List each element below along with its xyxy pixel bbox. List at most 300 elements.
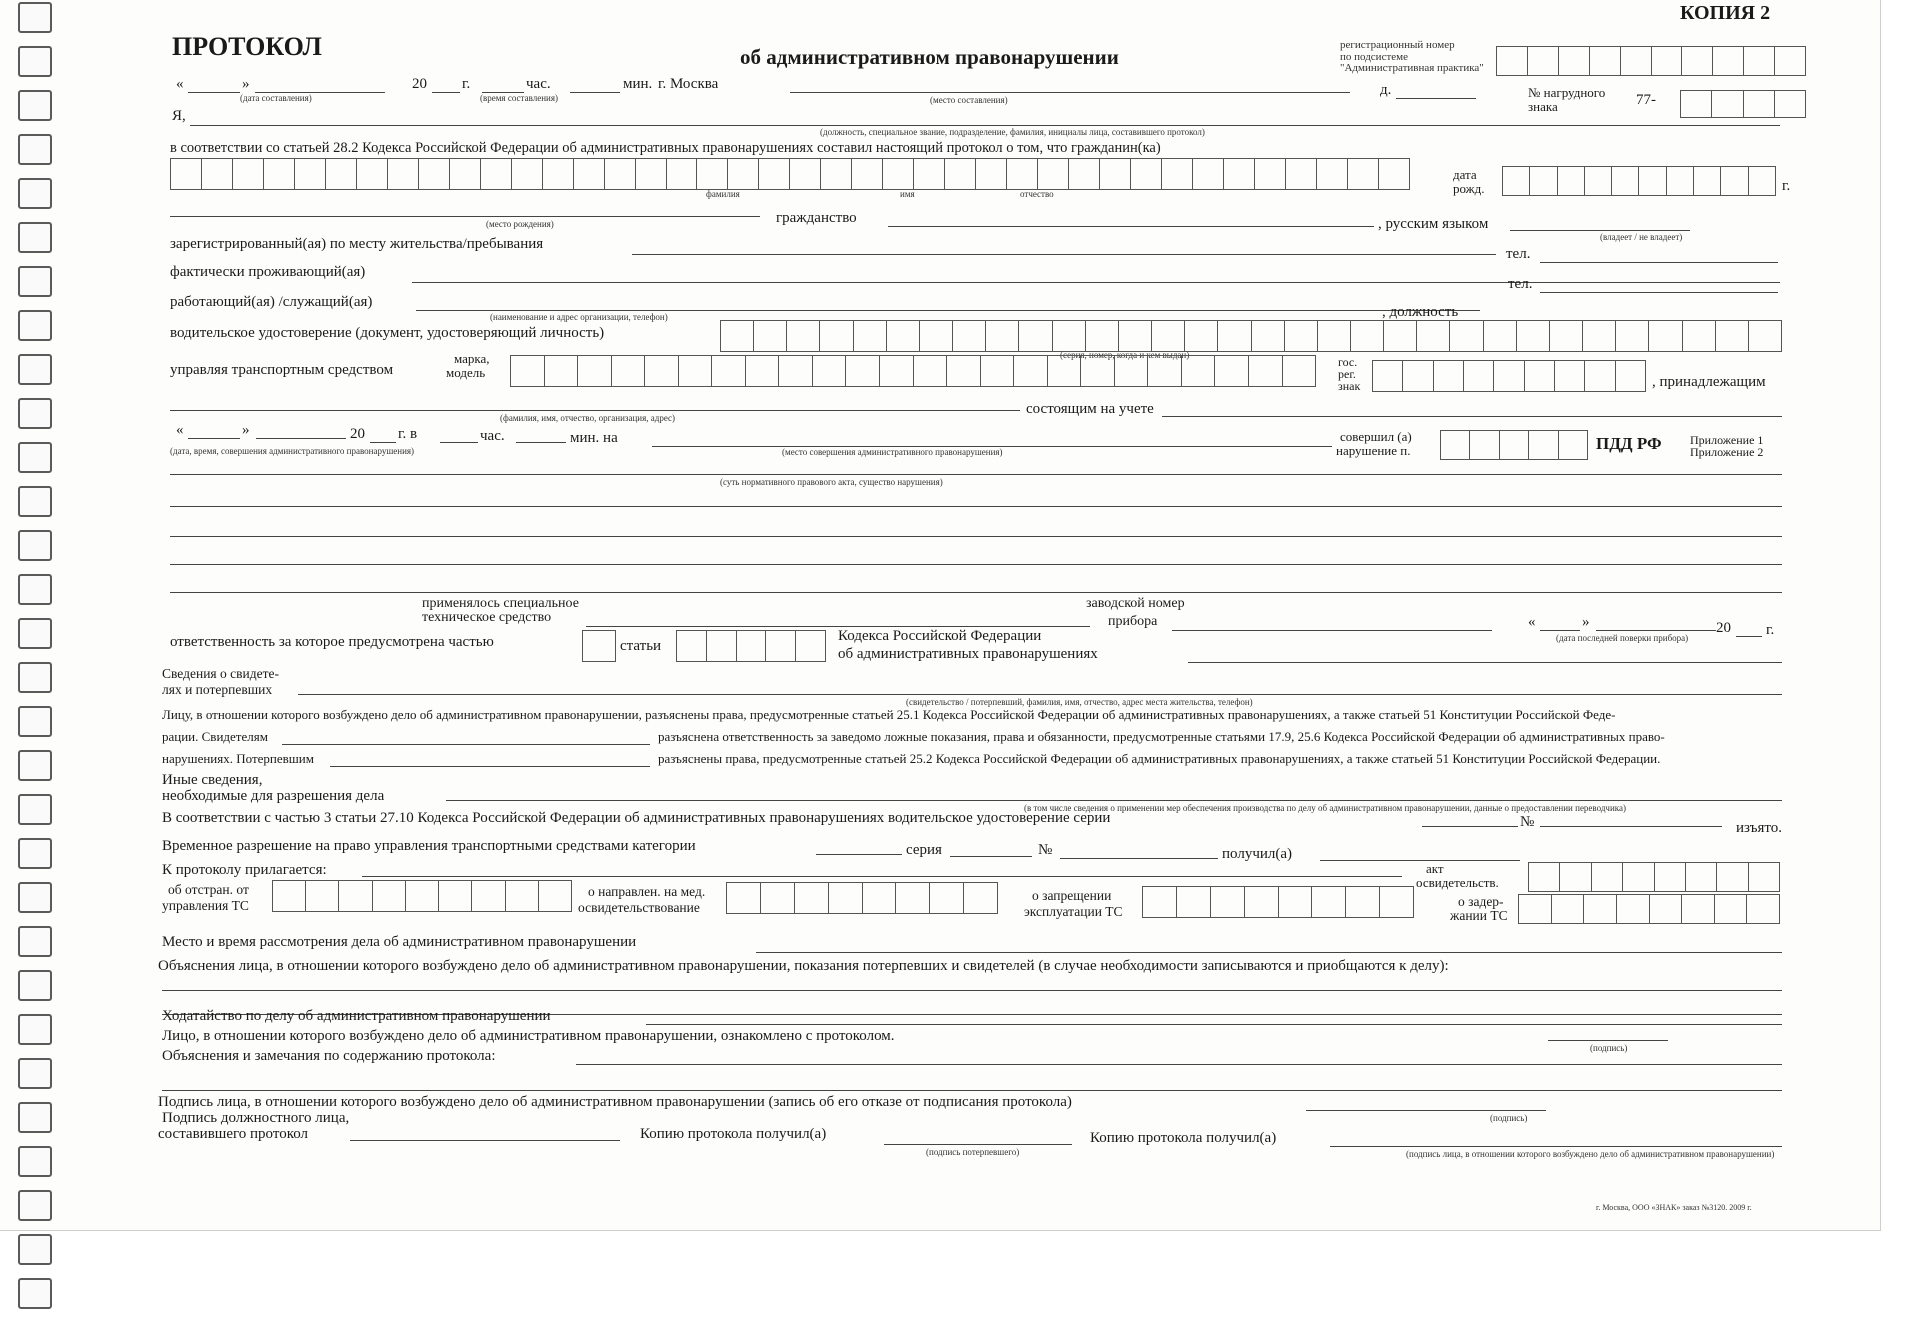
input-cell[interactable] [1285,158,1316,190]
person-name-boxes[interactable] [170,158,1410,188]
violation-clause-boxes[interactable] [1440,430,1588,458]
input-cell[interactable] [611,355,645,387]
witness-field[interactable] [298,694,1782,695]
input-cell[interactable] [819,320,852,352]
input-cell[interactable] [1680,90,1711,118]
input-cell[interactable] [449,158,480,190]
input-cell[interactable] [405,880,438,912]
input-cell[interactable] [753,320,786,352]
copy-label: КОПИЯ 2 [1680,2,1771,24]
input-cell[interactable] [1316,158,1347,190]
event-month-field[interactable] [256,438,346,439]
input-cell[interactable] [1493,360,1523,392]
explanations-line-1[interactable] [162,990,1782,991]
input-cell[interactable] [1527,46,1558,76]
event-minutes-field[interactable] [516,442,566,443]
permit-number-field[interactable] [1060,858,1218,859]
input-cell[interactable] [828,882,862,914]
input-cell[interactable] [678,355,712,387]
make-label-1: марка, [454,351,490,366]
input-cell[interactable] [604,158,635,190]
input-cell[interactable] [1502,166,1529,196]
input-cell[interactable] [851,158,882,190]
hours-label: час. [526,76,551,92]
input-cell[interactable] [820,158,851,190]
input-cell[interactable] [1118,320,1151,352]
verify-day-field[interactable] [1540,630,1580,631]
input-cell[interactable] [1037,158,1068,190]
essence-line-4[interactable] [170,564,1782,565]
binding-ring [18,970,52,1001]
event-year-prefix: 20 [350,426,365,442]
minutes-label: мин. [623,76,653,92]
work-tel-field[interactable] [1540,292,1778,293]
input-cell[interactable] [1254,158,1285,190]
input-cell[interactable] [1416,320,1449,352]
attach-detain-label-2: жании ТС [1450,908,1508,923]
binding-ring [18,46,52,77]
input-cell[interactable] [1558,430,1588,460]
input-cell[interactable] [1743,90,1774,118]
event-year-field[interactable] [370,442,396,443]
pdd-label: ПДД РФ [1596,434,1662,453]
remarks-label: Объяснения и замечания по содержанию протокола: [162,1048,496,1064]
input-cell[interactable] [929,882,963,914]
permit-received-field[interactable] [1320,860,1520,861]
special-device-field[interactable] [586,626,1090,627]
caption-other-info: (в том числе сведения о применении мер обеспечения производства по делу об административном правонарушении, данные о предоставлении переводчика) [1024,803,1627,813]
input-cell[interactable] [577,355,611,387]
input-cell[interactable] [1147,355,1181,387]
binding-ring [18,354,52,385]
time-minutes-field[interactable] [570,92,620,93]
input-cell[interactable] [582,630,616,662]
input-cell[interactable] [1714,894,1747,924]
badge-number-boxes[interactable] [1680,90,1806,116]
input-cell[interactable] [542,158,573,190]
input-cell[interactable] [1622,862,1653,892]
input-cell[interactable] [720,320,753,352]
serial-number-field[interactable] [1172,630,1492,631]
input-cell[interactable] [1278,886,1312,918]
input-cell[interactable] [1583,894,1616,924]
caption-verify: (дата последней поверки прибора) [1556,633,1689,643]
input-cell[interactable] [387,158,418,190]
permit-received-label: получил(а) [1222,846,1293,862]
input-cell[interactable] [1311,886,1345,918]
input-cell[interactable] [1582,320,1615,352]
input-cell[interactable] [272,880,305,912]
essence-line-2[interactable] [170,506,1782,507]
input-cell[interactable] [1251,320,1284,352]
input-cell[interactable] [760,882,794,914]
input-cell[interactable] [745,355,779,387]
input-cell[interactable] [1743,46,1774,76]
input-cell[interactable] [795,630,826,662]
caption-patronymic: отчество [1020,189,1054,199]
input-cell[interactable] [786,320,819,352]
input-cell[interactable] [1648,320,1681,352]
input-cell[interactable] [1516,320,1549,352]
input-cell[interactable] [946,355,980,387]
input-cell[interactable] [758,158,789,190]
input-cell[interactable] [895,882,929,914]
input-cell[interactable] [1161,158,1192,190]
input-cell[interactable] [201,158,232,190]
input-cell[interactable] [882,158,913,190]
input-cell[interactable] [1223,158,1254,190]
birth-date-boxes[interactable] [1502,166,1776,194]
attach-detain-boxes[interactable] [1518,894,1780,922]
input-cell[interactable] [438,880,471,912]
input-cell[interactable] [1176,886,1210,918]
event-minutes-label: мин. на [570,430,618,446]
input-cell[interactable] [1379,886,1414,918]
caption-person-copy-signature: (подпись лица, в отношении которого возбуждено дело об административном правонарушении) [1406,1149,1775,1159]
input-cell[interactable] [232,158,263,190]
attach-ban-label-1: о запрещении [1032,888,1112,903]
caption-event-place: (место совершения административного правонарушения) [782,447,1003,457]
victim-signature-field[interactable] [884,1144,1072,1145]
input-cell[interactable] [1085,320,1118,352]
input-cell[interactable] [1584,166,1611,196]
citizenship-field[interactable] [888,226,1374,227]
input-cell[interactable] [963,882,998,914]
witnesses-signature-field[interactable] [282,744,650,745]
input-cell[interactable] [1345,886,1379,918]
input-cell[interactable] [1372,360,1402,392]
input-cell[interactable] [1682,320,1715,352]
attach-ban-boxes[interactable] [1142,886,1414,916]
input-cell[interactable] [1440,430,1469,460]
input-cell[interactable] [1499,430,1528,460]
input-cell[interactable] [1080,355,1114,387]
input-cell[interactable] [1192,158,1223,190]
input-cell[interactable] [1449,320,1482,352]
person-signature-label: Подпись лица, в отношении которого возбуждено дело об административном правонарушении (запись об его отказе от подписания протокола) [158,1094,1072,1110]
binding-ring [18,882,52,913]
input-cell[interactable] [778,355,812,387]
hearing-place-field[interactable] [756,952,1782,953]
input-cell[interactable] [1469,430,1498,460]
input-cell[interactable] [372,880,405,912]
living-address-field[interactable] [412,282,1780,283]
input-cell[interactable] [1383,320,1416,352]
registered-address-field[interactable] [632,254,1496,255]
input-cell[interactable] [635,158,666,190]
input-cell[interactable] [1524,360,1554,392]
input-cell[interactable] [1047,355,1081,387]
license-boxes[interactable] [720,320,1782,350]
input-cell[interactable] [1746,894,1780,924]
reg-number-boxes[interactable] [1496,46,1806,74]
input-cell[interactable] [706,630,736,662]
input-cell[interactable] [1528,862,1559,892]
input-cell[interactable] [1685,862,1716,892]
essence-line-3[interactable] [170,536,1782,537]
input-cell[interactable] [1681,894,1714,924]
input-cell[interactable] [1378,158,1410,190]
input-cell[interactable] [666,158,697,190]
binding-ring [18,178,52,209]
input-cell[interactable] [1130,158,1161,190]
input-cell[interactable] [1347,158,1378,190]
input-cell[interactable] [1549,320,1582,352]
permit-series-field[interactable] [950,856,1032,857]
input-cell[interactable] [985,320,1018,352]
input-cell[interactable] [1774,90,1806,118]
input-cell[interactable] [544,355,578,387]
input-cell[interactable] [325,158,356,190]
input-cell[interactable] [696,158,727,190]
verify-year-prefix: 20 [1716,620,1731,636]
input-cell[interactable] [913,158,944,190]
input-cell[interactable] [711,355,745,387]
input-cell[interactable] [1711,90,1742,118]
plate-label-3: знак [1338,379,1361,393]
petition-label: Ходатайство по делу об административном правонарушении [162,1008,551,1024]
verify-month-field[interactable] [1596,630,1716,631]
hearing-place-label: Место и время рассмотрения дела об административном правонарушении [162,934,637,950]
workplace-field[interactable] [416,310,1480,311]
attach-act-boxes[interactable] [1528,862,1780,890]
year-prefix: 20 [412,76,427,92]
input-cell[interactable] [644,355,678,387]
input-cell[interactable] [789,158,820,190]
input-cell[interactable] [1654,862,1685,892]
input-cell[interactable] [1402,360,1432,392]
official-signature-field[interactable] [350,1140,620,1141]
input-cell[interactable] [356,158,387,190]
input-cell[interactable] [913,355,947,387]
input-cell[interactable] [1559,862,1590,892]
input-cell[interactable] [952,320,985,352]
input-cell[interactable] [1774,46,1806,76]
input-cell[interactable] [1284,320,1317,352]
input-cell[interactable] [1591,862,1622,892]
input-cell[interactable] [845,355,879,387]
input-cell[interactable] [1214,355,1248,387]
house-field[interactable] [1396,98,1476,99]
caption-license: (серия, номер, когда и кем выдан) [1060,350,1190,360]
input-cell[interactable] [1557,166,1584,196]
place-field[interactable] [790,92,1350,93]
binding-ring [18,2,52,33]
input-cell[interactable] [736,630,766,662]
appendix-1-label: Приложение 1 [1690,433,1764,447]
input-cell[interactable] [418,158,449,190]
input-cell[interactable] [1068,158,1099,190]
plate-number-boxes[interactable] [1372,360,1646,390]
input-cell[interactable] [1013,355,1047,387]
input-cell[interactable] [1615,320,1648,352]
binding-ring [18,222,52,253]
driving-label: управляя транспортным средством [170,362,394,378]
input-cell[interactable] [765,630,795,662]
vehicle-make-boxes[interactable] [510,355,1316,385]
birth-label-1: дата [1453,167,1477,182]
binding-ring [18,1146,52,1177]
input-cell[interactable] [1184,320,1217,352]
remarks-field[interactable] [576,1064,1782,1065]
input-cell[interactable] [573,158,604,190]
input-cell[interactable] [1350,320,1383,352]
attach-removal-label-1: об отстран. от [168,882,249,897]
registration-office-field[interactable] [1162,416,1782,417]
binding-ring [18,662,52,693]
input-cell[interactable] [480,158,511,190]
part-boxes[interactable] [582,630,616,660]
binding-ring [18,574,52,605]
input-cell[interactable] [1651,46,1682,76]
input-cell[interactable] [886,320,919,352]
license-number-field[interactable] [1540,826,1722,827]
language-field[interactable] [1510,230,1690,231]
house-label: д. [1380,82,1392,98]
verify-year-field[interactable] [1736,636,1762,637]
input-cell[interactable] [1649,894,1682,924]
make-label-2: модель [446,365,486,380]
input-cell[interactable] [1114,355,1148,387]
essence-line-5[interactable] [170,592,1782,593]
input-cell[interactable] [1712,46,1743,76]
input-cell[interactable] [1528,430,1557,460]
input-cell[interactable] [676,630,706,662]
article-boxes[interactable] [676,630,826,660]
input-cell[interactable] [1317,320,1350,352]
input-cell[interactable] [1551,894,1584,924]
birthplace-field[interactable] [170,216,760,217]
input-cell[interactable] [1715,320,1748,352]
input-cell[interactable] [471,880,504,912]
committed-label-2: нарушение п. [1336,443,1411,458]
input-cell[interactable] [510,355,544,387]
owner-field[interactable] [170,410,1020,411]
permit-category-field[interactable] [816,854,902,855]
caption-witness: (свидетельство / потерпевший, фамилия, имя, отчество, адрес места жительства, телефон) [906,697,1253,707]
input-cell[interactable] [812,355,846,387]
person-copy-signature-field[interactable] [1330,1146,1782,1147]
input-cell[interactable] [1518,894,1551,924]
input-cell[interactable] [263,158,294,190]
working-label: работающий(ая) /служащий(ая) [170,294,373,310]
input-cell[interactable] [980,355,1014,387]
input-cell[interactable] [944,158,975,190]
plate-label-1: гос. [1338,355,1358,369]
input-cell[interactable] [170,158,201,190]
input-cell[interactable] [1666,166,1693,196]
input-cell[interactable] [1210,886,1244,918]
input-cell[interactable] [1693,166,1720,196]
input-cell[interactable] [879,355,913,387]
input-cell[interactable] [338,880,371,912]
date-day-field[interactable] [188,92,240,93]
input-cell[interactable] [1558,46,1589,76]
input-cell[interactable] [1248,355,1282,387]
birth-label-2: рожд. [1453,181,1485,196]
input-cell[interactable] [1463,360,1493,392]
input-cell[interactable] [1748,862,1780,892]
input-cell[interactable] [294,158,325,190]
event-day-field[interactable] [188,438,240,439]
input-cell[interactable] [726,882,760,914]
acquainted-signature-field[interactable] [1548,1040,1668,1041]
victims-signature-field[interactable] [330,766,650,767]
input-cell[interactable] [1052,320,1085,352]
event-hours-label: час. [480,428,505,444]
input-cell[interactable] [794,882,828,914]
input-cell[interactable] [1433,360,1463,392]
input-cell[interactable] [975,158,1006,190]
event-hours-field[interactable] [440,442,478,443]
special-device-label-1: применялось специальное [422,596,579,611]
essence-line-1[interactable] [170,474,1782,475]
input-cell[interactable] [1142,886,1176,918]
caption-victim-signature: (подпись потерпевшего) [926,1147,1020,1157]
input-cell[interactable] [1748,320,1782,352]
input-cell[interactable] [1589,46,1620,76]
person-signature-field[interactable] [1306,1110,1546,1111]
appendix-2-label: Приложение 2 [1690,445,1764,459]
binding-ring [18,706,52,737]
input-cell[interactable] [1217,320,1250,352]
input-cell[interactable] [1244,886,1278,918]
input-cell[interactable] [1616,894,1649,924]
input-cell[interactable] [1496,46,1527,76]
permit-series-label: серия [906,842,942,858]
input-cell[interactable] [853,320,886,352]
input-cell[interactable] [1638,166,1665,196]
input-cell[interactable] [1720,166,1747,196]
input-cell[interactable] [1483,320,1516,352]
input-cell[interactable] [1282,355,1317,387]
remarks-line-2[interactable] [162,1090,1782,1091]
input-cell[interactable] [1151,320,1184,352]
input-cell[interactable] [1620,46,1651,76]
attach-ban-label-2: эксплуатации ТС [1024,904,1123,919]
input-cell[interactable] [727,158,758,190]
confiscation-text: В соответствии с частью 3 статьи 27.10 Кодекса Российской Федерации об административных правонарушениях водительское удостоверение серии [162,810,1111,826]
input-cell[interactable] [1615,360,1646,392]
input-cell[interactable] [862,882,896,914]
input-cell[interactable] [919,320,952,352]
attach-medical-boxes[interactable] [726,882,998,912]
input-cell[interactable] [1611,166,1638,196]
input-cell[interactable] [305,880,338,912]
input-cell[interactable] [1554,360,1584,392]
input-cell[interactable] [538,880,572,912]
input-cell[interactable] [1716,862,1747,892]
other-info-field[interactable] [446,800,1782,801]
officer-field[interactable] [190,125,1780,126]
date-year-field[interactable] [432,92,460,93]
license-series-field[interactable] [1422,826,1518,827]
input-cell[interactable] [1748,166,1776,196]
input-cell[interactable] [1006,158,1037,190]
input-cell[interactable] [1529,166,1556,196]
input-cell[interactable] [1018,320,1051,352]
input-cell[interactable] [1681,46,1712,76]
tel-field[interactable] [1540,262,1778,263]
petition-field[interactable] [646,1024,1782,1025]
input-cell[interactable] [1584,360,1614,392]
input-cell[interactable] [1099,158,1130,190]
input-cell[interactable] [1181,355,1215,387]
binding-ring [18,750,52,781]
input-cell[interactable] [505,880,538,912]
input-cell[interactable] [511,158,542,190]
attach-removal-boxes[interactable] [272,880,572,910]
